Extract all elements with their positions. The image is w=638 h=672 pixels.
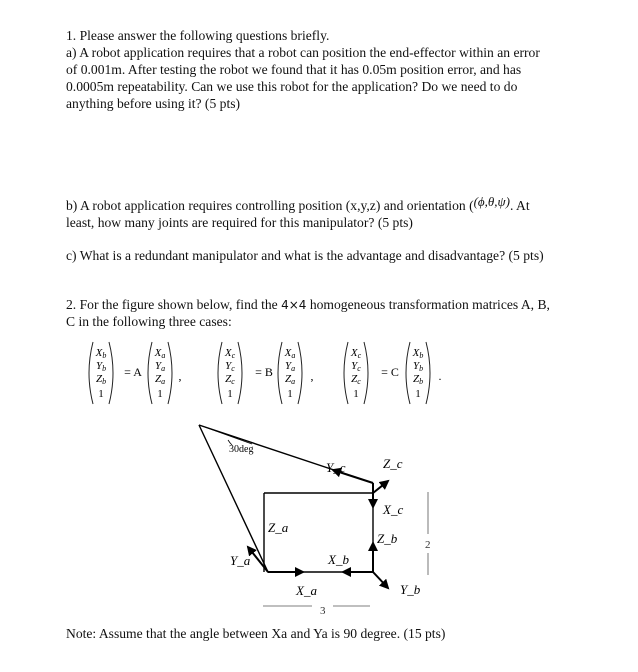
q2-line-2: C in the following three cases: bbox=[66, 314, 232, 329]
za-label bbox=[268, 520, 289, 535]
eq2-operator: = B bbox=[255, 365, 273, 379]
eq3-rhs-0: Xb bbox=[412, 347, 424, 360]
xa-label bbox=[295, 583, 317, 598]
eq3-rhs-1: Yb bbox=[412, 360, 424, 373]
eq3-lhs-1: Yc bbox=[351, 360, 361, 373]
zb-label bbox=[377, 531, 398, 546]
angle-label: 30deg bbox=[229, 444, 254, 455]
xb-label bbox=[327, 552, 349, 567]
yb-axis-arrow bbox=[373, 572, 388, 588]
eq3-rhs-2: Zb bbox=[412, 373, 424, 386]
q1-heading: 1. Please answer the following questions briefly. bbox=[66, 28, 330, 43]
eq2-lhs-1: Yc bbox=[225, 360, 235, 373]
dim-height-label: 2 bbox=[425, 539, 431, 551]
eq3-rhs-3: 1 bbox=[415, 388, 421, 400]
eq1-separator: , bbox=[178, 369, 182, 383]
block-bottom-edge bbox=[199, 425, 373, 572]
zc-axis-arrow bbox=[373, 481, 388, 493]
eq2-rhs-0: Xa bbox=[284, 347, 296, 360]
eq3-lhs-3: 1 bbox=[353, 388, 359, 400]
yc-label bbox=[326, 460, 346, 475]
eq3-lhs-0: Xc bbox=[350, 347, 362, 360]
eq2-separator: , bbox=[310, 369, 314, 383]
dim-width-label: 3 bbox=[320, 605, 326, 617]
ya-label bbox=[230, 553, 251, 568]
xc-label-text: X_c bbox=[383, 502, 404, 517]
yb-label bbox=[400, 582, 421, 597]
eq1-lhs-3: 1 bbox=[98, 388, 104, 400]
eq3-separator: . bbox=[438, 369, 442, 383]
eq2-lhs-3: 1 bbox=[227, 388, 233, 400]
eq2-rhs-1: Ya bbox=[284, 360, 296, 373]
eq1-rhs-1: Ya bbox=[154, 360, 166, 373]
eq2-lhs-2: Zc bbox=[225, 373, 235, 386]
zc-label-text: Z_c bbox=[383, 456, 403, 471]
xa-label-text: X_a bbox=[296, 583, 317, 598]
note: Note: Assume that the angle between Xa and Ya is 90 degree. (15 pts) bbox=[66, 626, 446, 641]
eq3-operator: = C bbox=[381, 365, 399, 379]
za-label-text: Z_a bbox=[268, 520, 289, 535]
eq3-lhs-2: Zc bbox=[351, 373, 361, 386]
eq1-operator: = A bbox=[124, 365, 142, 379]
eq2-rhs-2: Za bbox=[284, 373, 296, 386]
block-outline bbox=[199, 425, 373, 572]
orientation-symbol: (ϕ,θ,ψ) bbox=[473, 194, 510, 209]
q2-line-1-prefix: 2. For the figure shown below, find the bbox=[66, 297, 278, 312]
zc-label bbox=[383, 456, 403, 471]
eq1-lhs-0: Xb bbox=[95, 347, 107, 360]
q1a-line-2: of 0.001m. After testing the robot we found that it has 0.05m position error, and has bbox=[66, 62, 522, 77]
q1b-line-1-prefix: b) A robot application requires controlling position (x,y,z) and orientation ( bbox=[66, 198, 474, 213]
q1a-line-4: anything before using it? (5 pts) bbox=[66, 96, 241, 111]
xc-label bbox=[382, 502, 403, 517]
xb-label-text: X_b bbox=[328, 552, 349, 567]
eq2-rhs-3: 1 bbox=[287, 388, 293, 400]
eq1-rhs-2: Za bbox=[154, 373, 166, 386]
matrix-size: 4×4 bbox=[281, 298, 307, 312]
q1b-line-1-suffix: . At bbox=[509, 198, 530, 213]
eq2-lhs-0: Xc bbox=[224, 347, 236, 360]
q1a-line-1: a) A robot application requires that a robot can position the end-effector within an error bbox=[66, 45, 540, 60]
q1b-line-2: least, how many joints are required for this manipulator? (5 pts) bbox=[66, 215, 413, 230]
eq1-rhs-0: Xa bbox=[154, 347, 166, 360]
ya-label-text: Y_a bbox=[230, 553, 251, 568]
q2-line-1-suffix: homogeneous transformation matrices A, B, bbox=[309, 297, 550, 312]
yb-label-text: Y_b bbox=[400, 582, 421, 597]
zb-label-text: Z_b bbox=[377, 531, 398, 546]
eq1-rhs-3: 1 bbox=[157, 388, 163, 400]
eq1-lhs-2: Zb bbox=[95, 373, 107, 386]
q1a-line-3: 0.0005m repeatability. Can we use this robot for the application? Do we need to do bbox=[66, 79, 518, 94]
q1c-line: c) What is a redundant manipulator and what is the advantage and disadvantage? (5 pts) bbox=[66, 248, 544, 263]
eq1-lhs-1: Yb bbox=[95, 360, 107, 373]
yc-label-text: Y_c bbox=[326, 460, 346, 475]
